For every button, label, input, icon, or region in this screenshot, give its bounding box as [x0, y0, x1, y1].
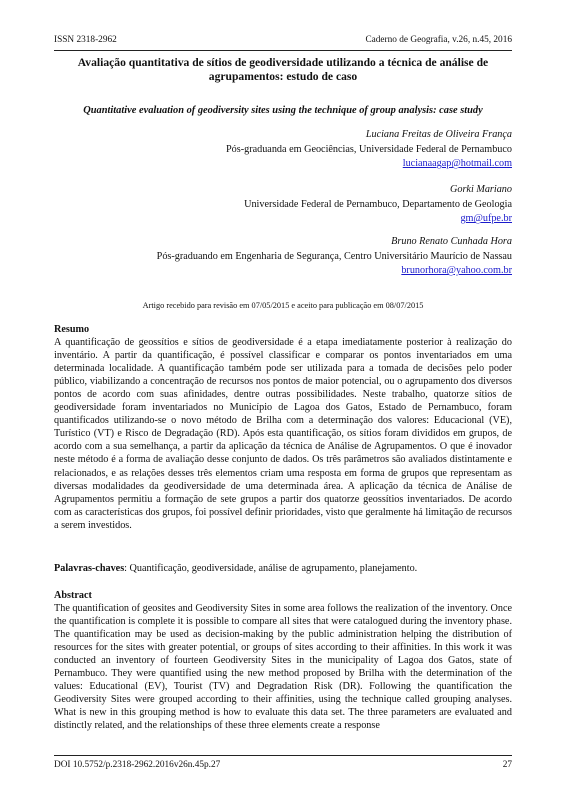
author-email-link[interactable]: brunorhora@yahoo.com.br	[401, 265, 512, 277]
page-number: 27	[502, 760, 512, 770]
resumo-section	[54, 323, 512, 532]
issn: ISSN 2318-2962	[54, 35, 117, 45]
author-affiliation: Pós-graduanda em Geociências, Universidade Federal de Pernambuco	[226, 143, 512, 155]
running-header	[54, 35, 512, 49]
abstract-section	[54, 589, 512, 733]
keywords-text: : Quantificação, geodiversidade, análise de agrupamento, planejamento.	[124, 563, 418, 574]
author-name: Gorki Mariano	[450, 184, 512, 195]
keywords-line	[54, 563, 512, 574]
header-rule	[54, 50, 512, 51]
resumo-heading: Resumo	[54, 324, 90, 335]
doi: DOI 10.5752/p.2318-2962.2016v26n.45p.27	[54, 760, 221, 770]
author-email-link[interactable]: gm@ufpe.br	[460, 213, 512, 225]
author-name: Bruno Renato Cunhada Hora	[391, 236, 512, 247]
article-title: Avaliação quantitativa de sítios de geodiversidade utilizando a técnica de análise de agrupamentos: estudo de caso	[77, 56, 489, 83]
keywords-label: Palavras-chaves	[54, 563, 125, 574]
author-affiliation: Pós-graduando em Engenharia de Segurança, Centro Universitário Maurício de Nassau	[156, 250, 512, 262]
abstract-heading: Abstract	[54, 590, 92, 601]
author-affiliation: Universidade Federal de Pernambuco, Departamento de Geologia	[244, 198, 512, 210]
page-footer	[54, 760, 512, 770]
author-name: Luciana Freitas de Oliveira França	[365, 129, 512, 140]
author-block	[54, 235, 512, 279]
author-block	[54, 128, 512, 172]
abstract-text: The quantification of geosites and Geodiversity Sites in some area follows the realization of the inventory. Once the quantification is complete it is possible to compare all sites that were catalogued during the inventory phase. The quantification may be used as decision-making by the public administration helping the distribution of resources for the sites with greater potential, or groups of sites according to their affinities. In this work it was conducted an inventory of fourteen Geodiversity Sites in the municipality of Lagoa dos Gatos, state of Pernambuco. They were quantified using the new method proposed by Brilha with the determination of the values: Educational (EV), Tourist (TV) and Degradation Risk (DR). Following the quantification the Geodiversity Sites were grouped according to their affinities, using the technique called grouping analyses. What is new in this grouping method is how to evaluate this data set. The three parameters are evaluated and distinctly related, and the relationships of these three elements create a response	[54, 603, 512, 732]
author-block	[54, 183, 512, 227]
journal-citation: Caderno de Geografia, v.26, n.45, 2016	[365, 35, 512, 45]
author-email-link[interactable]: lucianaagap@hotmail.com	[402, 158, 512, 170]
received-note: Artigo recebido para revisão em 07/05/2015 e aceito para publicação em 08/07/2015	[142, 301, 424, 310]
resumo-text: A quantificação de geossítios e sítios de geodiversidade é a etapa imediatamente posterior à realização do inventário. A partir da quantificação, é possível classificar e comparar os pontos inventariados em uma determinada localidade. A quantificação também pode ser utilizada para a tomada de decisões pelo poder público, viabilizando a concentração de recursos nos pontos de maior potencial, ou o agrupamento dos diversos pontos de acordo com suas afinidades, dentre outras possibilidades. Neste trabalho, quatorze sítios de geodiversidade foram inventariados no Município de Lagoa dos Gatos, Estado de Pernambuco, foram quantificados utilizando-se o novo método de Brilha com a determinação dos valores: Educacional (VE), Turístico (VT) e Risco de Degradação (RD). Após esta quantificação, os sítios foram divididos em grupos, de acordo com a sua semelhança, a partir da aplicação da técnica de Análise de Agrupamentos. O que é inovador neste método é a forma de avaliação desse conjunto de dados. Os três parâmetros são avaliados distintamente e relacionados, e as relações desses três elementos criam uma resposta em forma de grupos que representam as diversas modalidades da geodiversidade de uma determinada área. A aplicação da técnica de Análise de Agrupamentos permitiu a formação de sete grupos a partir dos quatorze geossítios inventariados. De acordo com as características dos grupos, foi possível definir prioridades, visto que geralmente há limitação de recursos a serem investidos.	[54, 337, 512, 531]
footer-rule	[54, 755, 512, 756]
article-subtitle: Quantitative evaluation of geodiversity sites using the technique of group analysis: case study	[83, 105, 483, 116]
